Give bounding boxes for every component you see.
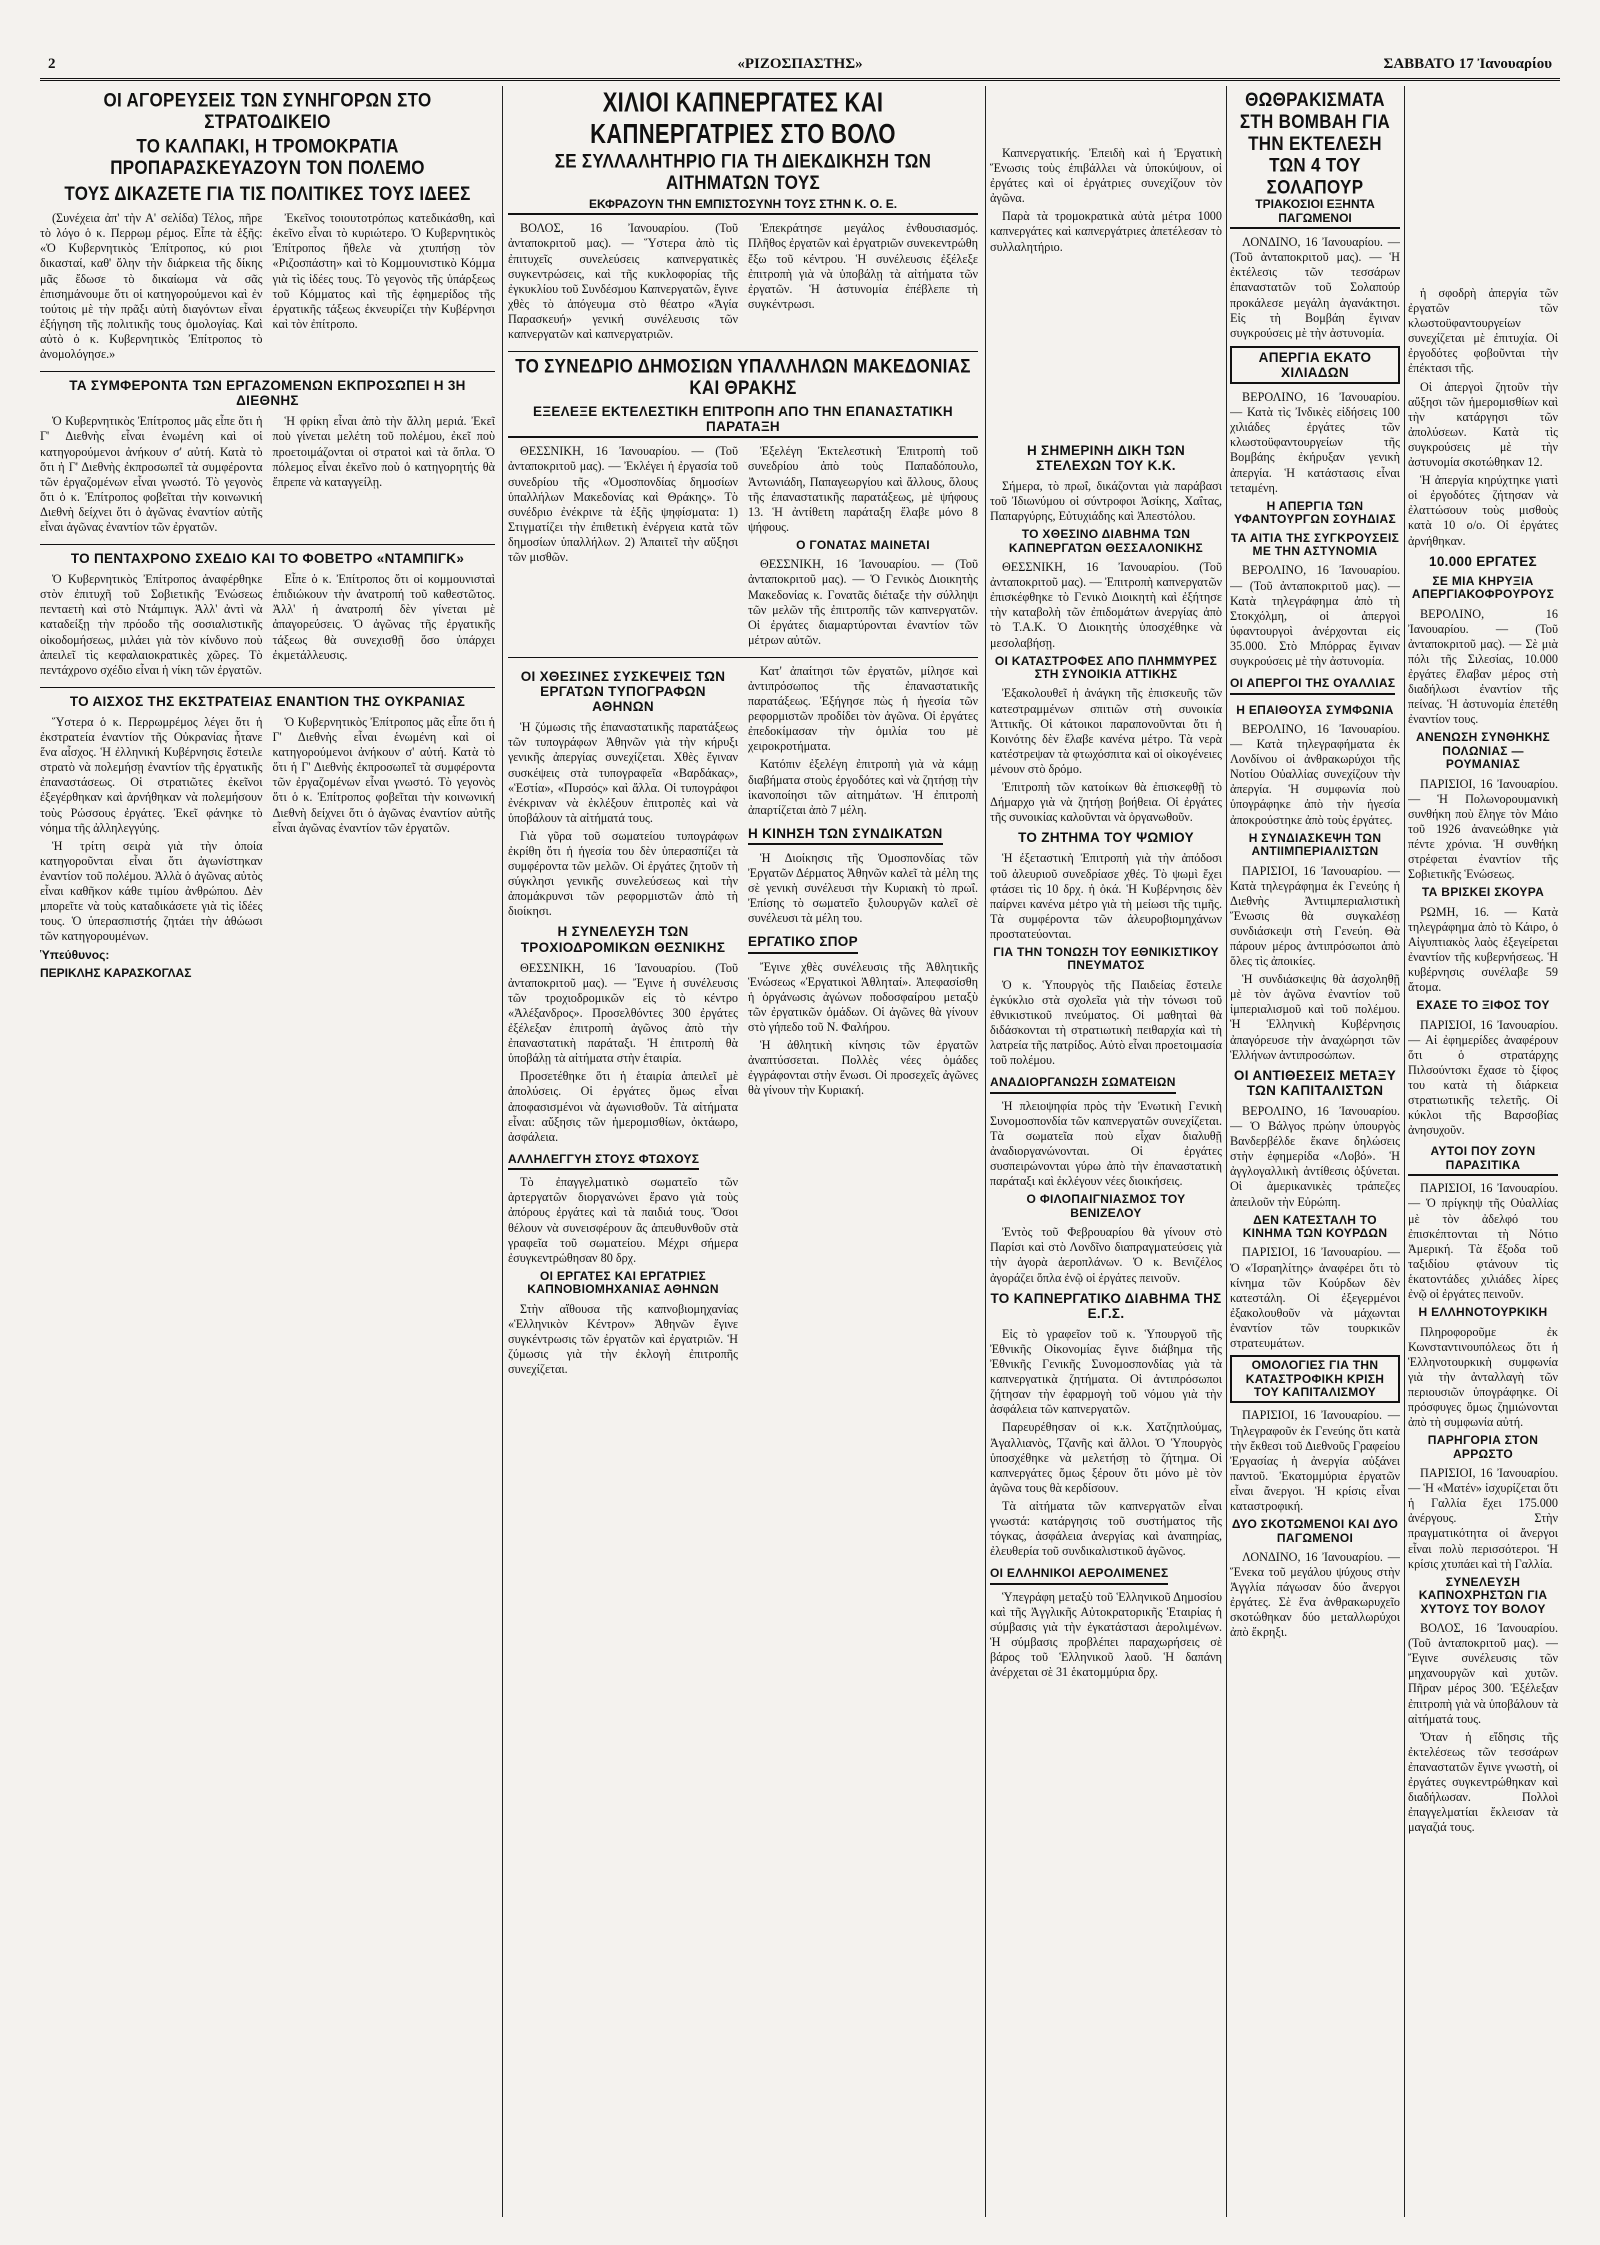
responsible-label: Ὑπεύθυνος: (40, 948, 110, 963)
headline-tobacco-demarche: ΤΟ ΚΑΠΝΕΡΓΑΤΙΚΟ ΔΙΑΒΗΜΑ ΤΗΣ Ε.Γ.Σ. (990, 1290, 1222, 1321)
article-paragraph: ΠΑΡΙΣΙΟΙ, 16 Ἰανουαρίου. — Ἡ «Ματέν» ἰσχυρίζεται ὅτι ἡ Γαλλία ἔχει 175.000 ἀνέργους. Στὴν πραγματικότητα οἱ ἄνεργοι εἶναι πολὺ περισσότεροι. Ἡ κρίσις χτυπάει καὶ τὴ Γαλλία. (1408, 1466, 1558, 1571)
article-paragraph: Ὅταν ἡ εἴδησις τῆς ἐκτελέσεως τῶν τεσσάρων ἐπαναστατῶν ἔγινε γνωστὴ, οἱ ἐργάτες συγκεντρώθηκαν καὶ διαδήλωσαν. Πολλοὶ ἐπαγγελματίαι ἔκλεισαν τὰ μαγαζιά τους. (1408, 1729, 1558, 1835)
article-paragraph: ΠΑΡΙΣΙΟΙ, 16 Ἰανουαρίου. — Κατὰ τηλεγράφημα ἐκ Γενεύης ἡ Διεθνὴς Ἀντιιμπεριαλιστικὴ Ἕνωσις θὰ συγκαλέσῃ συνδιάσκεψι στὴ Γενεύη. Θὰ πάρουν μέρος ἀντιπρόσωποι ἀπὸ ὅλες τὶς ἀποικίες. (1230, 863, 1400, 969)
article-paragraph: ΒΕΡΟΛΙΝΟ, 16 Ἰανουαρίου. — Ὁ Βάλγος πρώην ὑπουργὸς Βανδερβέλδε ἔκανε δηλώσεις στὴν ἐφημερίδα «Λοβό». Ἡ ἀγγλογαλλικὴ ἀντίθεσις ὀξύνεται. Οἱ ἀμερικανικὲς τράπεζες ἀπειλοῦν τὴν Εὐρώπη. (1230, 1103, 1400, 1209)
two-col-block (40, 211, 495, 365)
article-paragraph: Στὴν αἴθουσα τῆς καπνοβιομηχανίας «Ἑλληνικὸν Κέντρον» Ἀθηνῶν ἔγινε συγκέντρωσις τῶν ἐργατῶν καὶ ἐργατριῶν. Ἡ ζύμωσις γιὰ τὴν ἐκλογὴ ἐπιτροπῆς συνεχίζεται. (508, 1301, 738, 1377)
article-paragraph: Ἡ φρίκη εἶναι ἀπὸ τὴν ἄλλη μεριά. Ἐκεῖ ποὺ γίνεται μελέτη τοῦ πολέμου, ἐκεῖ ποὺ προετοιμάζονται οἱ στρατοὶ καὶ τὰ ὅπλα. Ὁ πόλεμος εἶναι ἐκεῖνο ποὺ ὁ κατηγορητής θὰ ἔπρεπε νὰ καταγγείλῃ. (272, 414, 495, 489)
headline-trial-1: ΟΙ ΑΓΟΡΕΥΣΕΙΣ ΤΩΝ ΣΥΝΗΓΟΡΩΝ ΣΤΟ ΣΤΡΑΤΟΔΙΚΕΙΟ (103, 89, 432, 133)
column-3 (990, 86, 1222, 2217)
article-paragraph: ΒΕΡΟΛΙΝΟ, 16 Ἰανουαρίου. — Κατὰ τὶς Ἰνδικὲς εἰδήσεις 100 χιλιάδες ἐργάτες τῶν κλωστοϋφαντουργείων τῆς Βομβάης ἐκήρυξαν γενικὴ ἀπεργία. Ἡ κατάστασις εἶναι τεταμένη. (1230, 390, 1400, 495)
article-paragraph: Ἐπιτροπὴ τῶν κατοίκων θὰ ἐπισκεφθῇ τὸ Δήμαρχο γιὰ νὰ ζητήσῃ βοήθεια. Οἱ ἐργάτες τῆς συνοικίας καλοῦνται νὰ ὀργανωθοῦν. (990, 780, 1222, 825)
headline-airports: ΟΙ ΕΛΛΗΝΙΚΟΙ ΑΕΡΟΛΙΜΕΝΕΣ (990, 1567, 1168, 1584)
column-5 (1408, 86, 1558, 2217)
headline-lost-sword: ΕΧΑΣΕ ΤΟ ΞΙΦΟΣ ΤΟΥ (1416, 998, 1550, 1013)
article-paragraph: ΠΑΡΙΣΙΟΙ, 16 Ἰανουαρίου. — Ὁ «Ἰσραηλίτης» ἀναφέρει ὅτι τὸ κίνημα τῶν Κούρδων δὲν κατεστάλη. Οἱ ἐξεγερμένοι ἐξακολουθοῦν νὰ μάχωνται ἐναντίον τῶν τουρκικῶν στρατευμάτων. (1230, 1245, 1400, 1351)
article-paragraph: Ἐκεῖνος τοιουτοτρόπως κατεδικάσθη, καὶ ἐκεῖνο εἶναι τὸ κυριώτερο. Ὁ Κυβερνητικὸς Ἐπίτροπος ἤθελε νὰ χτυπήσῃ τὸν «Ριζοσπάστη» καὶ τὸ Κομμουνιστικὸ Κόμμα γιὰ τὶς ἰδέες τους. Τὸ γεγονὸς τῆς ὑπάρξεως τοῦ Κόμματος καὶ τῆς ἐφημερίδος τῆς ἐργατικῆς τάξεως ἐκνευρίζει τὴν Κυβέρνησι καὶ τὸν ἐπίτροπο. (272, 211, 495, 331)
headline-anti-imperialists: Η ΣΥΝΔΙΑΣΚΕΨΗ ΤΩΝ ΑΝΤΙΙΜΠΕΡΙΑΛΙΣΤΩΝ (1248, 830, 1382, 859)
headline-gonatas: Ο ΓΟΝΑΤΑΣ ΜΑΙΝΕΤΑΙ (796, 537, 930, 552)
article-paragraph: Τὰ αἰτήματα τῶν καπνεργατῶν εἶναι γνωστά: κατάργησις τοῦ συστήματος τῆς τόγκας, ἀσφάλεια ἀνεργίας καὶ ἀναπηρίας, ἐλευθερία τοῦ συνδικαλιστικοῦ ἀγῶνος. (990, 1498, 1222, 1559)
article-paragraph: ΒΟΛΟΣ, 16 Ἰανουαρίου. (Τοῦ ἀνταποκριτοῦ μας). — Ὕστερα ἀπὸ τὶς ἐπιτυχεῖς συνελεύσεις καπνεργατικὲς συγκεντρώσεις, καὶ τῆς κυκλοφορίας τῆς ἐγκυκλίου τοῦ Συνδέσμου Καπνεργατῶν, ἔγινε χθὲς τὸ ἀπόγευμα στὸ θέατρο «Ἀγία Παρασκευή» γενική συνέλευσις τῶν καπνεργατῶν καὶ καπνεργατριῶν. (508, 221, 738, 341)
article-paragraph: Ἡ πλειοψηφία πρὸς τὴν Ἐνωτικὴ Γενικὴ Συνομοσπονδία τῶν καπνεργατῶν συνεχίζεται. Τὰ σωματεῖα ποὺ εἶχαν διαλυθῇ ἀναδιοργανώνονται. Οἱ ἐργάτες συσπειρώνονται γύρω ἀπὸ τὴν ἐπαναστατικὴ παράταξι καὶ ἐκλέγουν νέες διοικήσεις. (990, 1098, 1222, 1189)
column-1 (40, 86, 495, 2217)
headline-typographers: ΟΙ ΧΘΕΣΙΝΕΣ ΣΥΣΚΕΨΕΙΣ ΤΩΝ ΕΡΓΑΤΩΝ ΤΥΠΟΓΡΑΦΩΝ ΑΘΗΝΩΝ (520, 668, 726, 715)
article-paragraph: Εἰς τὸ γραφεῖον τοῦ κ. Ὑπουργοῦ τῆς Ἐθνικῆς Οἰκονομίας ἔγινε διάβημα τῆς Ἐθνικῆς Γενικῆς Συνομοσπονδίας γιὰ τὰ καπνεργατικὰ ζητήματα. Οἱ ἀντιπρόσωποι ζήτησαν τὴν ἐφαρμογὴ τοῦ νόμου γιὰ τὴν ἀσφάλεια τῶν καπνεργατῶν. (990, 1326, 1222, 1417)
article-paragraph: Ἡ ἐξεταστικὴ Ἐπιτροπὴ γιὰ τὴν ἀπόδοσι τοῦ ἀλευριοῦ συνεδρίασε χθές. Τὸ ψωμὶ ἔχει φτάσει τὶς 10 δρχ. ἡ ὀκά. Ἡ Κυβέρνησις δὲν παίρνει κανένα μέτρο γιὰ τὴ μείωσι τῆς τιμῆς. Τὰ συμφέροντα τῶν ἀλευροβιομηχάνων προστατεύονται. (990, 851, 1222, 941)
article-paragraph: Ἡ Διοίκησις τῆς Ὁμοσπονδίας τῶν Ἐργατῶν Δέρματος Ἀθηνῶν καλεῖ τὰ μέλη της σὲ γενικὴ συνέλευσι τὴν Κυριακὴ τὸ πρωΐ. Ἐπίσης τὸ σωματεῖο ξυλουργῶν καλεῖ σὲ συνέλευσι τὰ μέλη του. (748, 850, 978, 926)
subheadline-volos: ΕΚΦΡΑΖΟΥΝ ΤΗΝ ΕΜΠΙΣΤΟΣΥΝΗ ΤΟΥΣ ΣΤΗΝ Κ. Ο. Ε. (508, 197, 978, 215)
headline-volos-assembly: ΣΥΝΕΛΕΥΣΗ ΚΑΠΝΟΧΡΗΣΤΩΝ ΓΙΑ ΧΥΤΟΥΣ ΤΟΥ ΒΟΛΟΥ (1418, 1574, 1548, 1616)
headline-thessaloniki-tobacco: ΤΟ ΧΘΕΣΙΝΟ ΔΙΑΒΗΜΑ ΤΩΝ ΚΑΠΝΕΡΓΑΤΩΝ ΘΕΣΣΑΛΟΝΙΚΗΣ (1008, 527, 1204, 555)
headline-tobacco-industry: ΟΙ ΕΡΓΑΤΕΣ ΚΑΙ ΕΡΓΑΤΡΙΕΣ ΚΑΠΝΟΒΙΟΜΗΧΑΝΙΑΣ ΑΘΗΝΩΝ (527, 1268, 719, 1297)
article-paragraph: Πληροφοροῦμε ἐκ Κωνσταντινουπόλεως ὅτι ἡ Ἑλληνοτουρκικὴ συμφωνία γιὰ τὴν ἀνταλλαγὴ τῶν περιουσιῶν ὑπογράφηκε. Οἱ πρόσφυγες ὅμως ζημιώνονται ἀπὸ τὴ συμφωνία αὐτή. (1408, 1324, 1558, 1430)
headline-volos-2: ΣΕ ΣΥΛΛΑΛΗΤΗΡΙΟ ΓΙΑ ΤΗ ΔΙΕΚΔΙΚΗΣΗ ΤΩΝ ΑΙΤΗΜΑΤΩΝ ΤΟΥΣ (554, 150, 932, 195)
headline-trial-3: ΤΟΥΣ ΔΙΚΑΖΕΤΕ ΓΙΑ ΤΙΣ ΠΟΛΙΤΙΚΕΣ ΤΟΥΣ ΙΔΕΕΣ (64, 182, 471, 205)
headline-hundred-thousand-strike: ΑΠΕΡΓΙΑ ΕΚΑΤΟ ΧΙΛΙΑΔΩΝ (1230, 346, 1400, 384)
article-paragraph: ΛΟΝΔΙΝΟ, 16 Ἰανουαρίου. — Ἕνεκα τοῦ μεγάλου ψύχους στὴν Ἀγγλία πάγωσαν δύο ἄνεργοι ἐργάτες. Σὲ ἕνα ἀνθρακωρυχεῖο σκοτώθηκαν δύο μεταλλωρύχοι ἀπὸ ἔκρηξι. (1230, 1549, 1400, 1640)
article-paragraph: ΠΑΡΙΣΙΟΙ, 16 Ἰανουαρίου. — Τηλεγραφοῦν ἐκ Γενεύης ὅτι κατὰ τὴν ἔκθεσι τοῦ Διεθνοῦς Γραφείου Ἐργασίας ἡ ἀνεργία αὐξάνει παντοῦ. Ἑκατομμύρια ἐργατῶν εἶναι ἄνεργοι. Ἡ κρίσις εἶναι καταστροφική. (1230, 1408, 1400, 1513)
article-paragraph: Προσετέθηκε ὅτι ἡ ἑταιρία ἀπειλεῖ μὲ ἀπολύσεις. Οἱ ἐργάτες ὅμως εἶναι ἀποφασισμένοι νὰ ἀγωνισθοῦν. Τὰ αἰτήματα εἶναι: αὔξησις τῶν ἡμερομισθίων, ὀκτάωρο, ἀσφάλεια. (508, 1069, 738, 1144)
article-paragraph: Τὸ ἐπαγγελματικὸ σωματεῖο τῶν ἀρτεργατῶν διοργανώνει ἔρανο γιὰ τοὺς ἀπόρους ἐργάτες καὶ τὰ παιδιά τους. Ὅσοι θέλουν νὰ συνεισφέρουν ἂς ἀπευθυνθοῦν στὰ γραφεῖα τοῦ σωματείου. Μέχρι σήμερα ἐσυγκεντρώθησαν 80 δρχ. (508, 1175, 738, 1265)
headline-consolation: ΠΑΡΗΓΟΡΙΑ ΣΤΟΝ ΑΡΡΩΣΤΟ (1427, 1433, 1539, 1461)
article-paragraph: Ὑπεγράφη μεταξὺ τοῦ Ἑλληνικοῦ Δημοσίου καὶ τῆς Ἀγγλικῆς Αὐτοκρατορικῆς Ἑταιρίας ἡ σύμβασις γιὰ τὴν ἐγκατάστασι ἀερολιμένων. Ἡ σύμβασις προβλέπει παραχωρήσεις σὲ βάρος τοῦ Ἑλληνικοῦ λαοῦ. Ἡ δαπάνη ἀνέρχεται σὲ 31 ἑκατομμύρια δρχ. (990, 1589, 1222, 1680)
headline-greco-turkish: Η ΕΛΛΗΝΟΤΟΥΡΚΙΚΗ (1418, 1305, 1548, 1320)
article-paragraph: Ἡ ἀπεργία κηρύχτηκε γιατὶ οἱ ἐργοδότες ζήτησαν νὰ ἐλαττώσουν τοὺς μισθοὺς κατὰ 10 ο/ο. Οἱ ἐργάτες ἀρνήθηκαν. (1408, 473, 1558, 548)
article-paragraph: Ἡ ἀθλητικὴ κίνησις τῶν ἐργατῶν ἀναπτύσσεται. Πολλὲς νέες ὁμάδες ἐγγράφονται στὴν ἕνωσι. Οἱ προσεχεῖς ἀγῶνες θὰ γίνουν τὴν Κυριακή. (748, 1038, 978, 1098)
column-4 (1230, 86, 1400, 2217)
article-paragraph: Κατ' ἀπαίτησι τῶν ἐργατῶν, μίλησε καὶ ἀντιπρόσωπος τῆς ἐπαναστατικῆς παρατάξεως. Ἐξήγησε πὼς ἡ ἡγεσία τῶν ρεφορμιστῶν προδίδει τὸν ἀγῶνα. Οἱ ἐργάτες ἐπεδοκίμασαν τὴν ὁμιλία του μὲ χειροκροτήματα. (748, 663, 978, 754)
headline-parasites: ΑΥΤΟΙ ΠΟΥ ΖΟΥΝ ΠΑΡΑΣΙΤΙΚΑ (1408, 1145, 1558, 1176)
article-paragraph: ΡΩΜΗ, 16. — Κατὰ τηλεγράφημα ἀπὸ τὸ Κάιρο, ὁ Αἰγυπτιακὸς λαὸς ἐξεγείρεται ἐναντίον τῆς κυβερνήσεως. Ἡ κυβέρνησις συνέλαβε 59 ἄτομα. (1408, 904, 1558, 995)
article-paragraph: Ἐξελέγη Ἐκτελεστικὴ Ἐπιτροπὴ τοῦ συνεδρίου ἀπὸ τοὺς Παπαδόπουλο, Ἀντωνιάδη, Παπαγεωργίου καὶ ἄλλους, ὅλους τῆς ἐπαναστατικῆς παρατάξεως, μὲ ψήφους 13. Ἡ ἀντίθετη παράταξη ἔλαβε μόνο 8 ψήφους. (748, 444, 978, 534)
article-paragraph: (Συνέχεια ἀπ' τὴν Α' σελίδα) Τέλος, πῆρε τὸ λόγο ὁ κ. Περρωμ ρέμος. Εἶπε τὰ ἑξῆς: «Ὁ Κυβερνητικὸς Ἐπίτροπος, κύ ριοι δικασταί, καθ' ὅλην τὴν διάρκεια τῆς δίκης μᾶς ἔδωσε τὸ δικαίωμα νὰ σᾶς ἐπισημάνουμε ὅτι οἱ κατηγορούμενοι καὶ ἐν τούτοις μὲ τὴν πρᾶξι αὐτὴ διαγόντων εἶναι ἐξήγηση τῆς πολιτικῆς τους ὁμολογίας. Καὶ αὐτὸ ὁ κ. Κυβερνητικὸς Ἐπίτροπος τὸ ἀνομολόγησε.» (40, 211, 263, 361)
article-paragraph: Παρὰ τὰ τρομοκρατικὰ αὐτὰ μέτρα 1000 καπνεργάτες καὶ καπνεργάτριες ἀπετέλεσαν τὸ συλλαλητήριο. (990, 209, 1222, 254)
article-paragraph: ΒΕΡΟΛΙΝΟ, 16 Ἰανουαρίου. — (Τοῦ ἀνταποκριτοῦ μας). — Κατὰ τηλεγράφημα ἀπὸ τὴ Στοκχόλμη, οἱ ἀπεργοὶ ὑφαντουργοὶ ἀνέρχονται εἰς 35.000. Στὸ Μπόρρας ἔγιναν συγκρούσεις μὲ τὴν ἀστυνομία. (1230, 563, 1400, 668)
article-paragraph: ΠΑΡΙΣΙΟΙ, 16 Ἰανουαρίου. — Ὁ πρίγκηψ τῆς Οὐαλλίας μὲ τὸν ἀδελφό του ἐπισκέπτονται τὴ Νότιο Ἀμερική. Τὰ ἔξοδα τοῦ ταξιδίου φτάνουν τὶς ἑκατοντάδες χιλιάδες λίρες ἐνῷ οἱ ἐργάτες πεινοῦν. (1408, 1181, 1558, 1302)
article-paragraph: Ἡ συνδιάσκεψις θὰ ἀσχοληθῇ μὲ τὸν ἀγῶνα ἐναντίον τοῦ ἰμπεριαλισμοῦ καὶ τοῦ πολέμου. Ἡ Ἑλληνικὴ Κυβέρνησις ἀπαγόρευσε τὴν ἀναχώρησι τῶν Ἑλλήνων ἀντιπροσώπων. (1230, 972, 1400, 1062)
article-paragraph: ΒΕΡΟΛΙΝΟ, 16 Ἰανουαρίου. — Κατὰ τηλεγραφήματα ἐκ Λονδίνου οἱ ἀνθρακωρύχοι τῆς Νοτίου Οὐαλλίας συνεχίζουν τὴν ἀπεργία. Ἡ συμφωνία ποὺ ὑπογράφηκε ἀπὸ τὴν ἡγεσία ἀποκρούστηκε ἀπὸ τοὺς ἐργάτες. (1230, 721, 1400, 827)
article-paragraph: Ἐντὸς τοῦ Φεβρουαρίου θὰ γίνουν στὸ Παρίσι καὶ στὸ Λονδῖνο διαπραγματεύσεις γιὰ τὴν ἀγορὰ ἀεροπλάνων. Ὁ κ. Βενιζέλος ἀγοράζει ὅπλα ἐνῷ οἱ ἐργάτες πεινοῦν. (990, 1225, 1222, 1285)
article-paragraph: ΘΕΣΣΝΙΚΗ, 16 Ἰανουαρίου. (Τοῦ ἀνταποκριτοῦ μας). — Ἐπιτροπὴ καπνεργατῶν ἐπισκέφθηκε τὸ Γενικὸ Διοικητὴ καὶ ἐξήτησε τὴν καταβολὴ τῶν ἐπιδομάτων ἀνεργίας ἀπὸ τὸ Τ.Α.Κ. Ὁ Διοικητὴς ὑποσχέθηκε νὰ μεσολαβήσῃ. (990, 560, 1222, 650)
headline-police-clashes: ΤΑ ΑΙΤΙΑ ΤΗΣ ΣΥΓΚΡΟΥΣΕΙΣ ΜΕ ΤΗΝ ΑΣΤΥΝΟΜΙΑ (1230, 530, 1400, 558)
headline-congress-2: ΕΞΕΛΕΞΕ ΕΚΤΕΛΕΣΤΙΚΗ ΕΠΙΤΡΟΠΗ ΑΠΟ ΤΗΝ ΕΠΑΝΑΣΤΑΤΙΚΗ ΠΑΡΑΤΑΞΗ (508, 404, 978, 438)
article-paragraph: ΘΕΣΣΝΙΚΗ, 16 Ἰανουαρίου. (Τοῦ ἀνταποκριτοῦ μας). — Ἔγινε ἡ συνέλευσις τῶν τροχιοδρομικῶν εἰς τὸ κέντρο «Ἀλέξανδρος». Προσελθόντες 300 ἐργάτες ἐξέλεξαν ἐπιτροπὴ ἀγῶνος ἀπὸ τὴν ἐπαναστατικὴ παράταξι. Ἡ ἐπιτροπὴ θὰ ὑποβάλῃ τὰ αἰτήματα στὴν ἑταιρία. (508, 960, 738, 1066)
article-paragraph: Ὁ Κυβερνητικὸς Ἐπίτροπος μᾶς εἶπε ὅτι ἡ Γ' Διεθνὴς εἶναι ἑνωμένη καὶ οἱ κατηγορούμενοι ἀνήκουν σ' αὐτή. Κατὰ τὸ ὅτι ἡ Γ' Διεθνὴς ἐκπροσωπεῖ τὰ συμφέροντα τῶν ἐργαζομένων εἶναι γνωστό. Τὸ γεγονὸς ὅτι ὁ κ. Ἐπίτροπος φοβεῖται τὴν κοινωνική Διεθνὴ δείχνει ὅτι ὁ ἀγῶνας ἐναντίον αὐτῆς εἶναι ἀγῶνας ἐναντίον τῶν ἐργατῶν. (272, 714, 495, 835)
article-paragraph: ΠΑΡΙΣΙΟΙ, 16 Ἰανουαρίου. — Ἡ Πολωνορουμανικὴ συνθήκη ποὺ ἔληγε τὸν Μάιο τοῦ 1926 ἀνανεώθηκε γιὰ πέντε χρόνια. Ἡ συνθήκη στρέφεται ἐναντίον τῆς Σοβιετικῆς Ἑνώσεως. (1408, 776, 1558, 882)
headline-bread: ΤΟ ΖΗΤΗΜΑ ΤΟΥ ΨΩΜΙΟΥ (1018, 830, 1194, 846)
headline-volos-1: ΧΙΛΙΟΙ ΚΑΠΝΕΡΓΑΤΕΣ ΚΑΙ ΚΑΠΝΕΡΓΑΤΡΙΕΣ ΣΤΟ ΒΟΛΟ (590, 86, 896, 149)
headline-tram-workers: Η ΣΥΝΕΛΕΥΣΗ ΤΩΝ ΤΡΟΧΙΟΔΡΟΜΙΚΩΝ ΘΕΣΝΙΚΗΣ (520, 924, 726, 955)
article-paragraph: Εἶπε ὁ κ. Ἐπίτροπος ὅτι οἱ κομμουνισταὶ ἐπιδιώκουν τὴν ἀνατροπή τοῦ καθεστῶτος. Ἀλλ' ἡ ἀνατροπή δὲν γίνεται μὲ ἀπαγορεύσεις. Ὁ ἀγῶνας τῆς ἐργατικῆς τάξεως θὰ συνεχισθῇ ὅσο ὑπάρχει ἐκμετάλλευσις. (272, 572, 495, 662)
article-paragraph: Ἐπεκράτησε μεγάλος ἐνθουσιασμός. Πλῆθος ἐργατῶν καὶ ἐργατριῶν συνεκεντρώθη ἔξω τοῦ κέντρου. Ἡ συνέλευσις ἐξέλεξε ἐπιτροπὴ γιὰ νὰ ὑποβάλῃ τὰ αἰτήματα τῶν ἐργατῶν. Ἡ ἀστυνομία ἐπέβλεπε τὴ συγκέντρωσι. (748, 221, 978, 311)
headline-capitalist-contradictions: ΟΙ ΑΝΤΙΘΕΣΕΙΣ ΜΕΤΑΞΥ ΤΩΝ ΚΑΠΙΤΑΛΙΣΤΩΝ (1233, 1067, 1397, 1098)
subheadline-frozen: ΤΡΙΑΚΟΣΙΟΙ ΕΞΗΝΤΑ ΠΑΓΩΜΕΝΟΙ (1230, 197, 1400, 229)
article-paragraph: ἡ σφοδρὴ ἀπεργία τῶν ἐργατῶν τῶν κλωστοϋφαντουργείων συνεχίζεται μὲ ἐπιτυχία. Οἱ ἐργοδότες φοβοῦνται τὴν ἐπέκτασι τῆς. (1408, 286, 1558, 376)
headline-attica-floods: ΟΙ ΚΑΤΑΣΤΡΟΦΕΣ ΑΠΟ ΠΛΗΜΜΥΡΕΣ ΣΤΗ ΣΥΝΟΙΚΙΑ ΑΤΤΙΚΗΣ (994, 653, 1218, 682)
headline-third-international: ΤΑ ΣΥΜΦΕΡΟΝΤΑ ΤΩΝ ΕΡΓΑΖΟΜΕΝΩΝ ΕΚΠΡΟΣΩΠΕΙ Η 3Η ΔΙΕΘΝΗΣ (69, 378, 466, 409)
headline-nationalist-spirit: ΓΙΑ ΤΗΝ ΤΟΝΩΣΗ ΤΟΥ ΕΘΝΙΚΙΣΤΙΚΟΥ ΠΝΕΥΜΑΤΟΣ (993, 944, 1219, 973)
article-paragraph: Ὁ Κυβερνητικὸς Ἐπίτροπος ἀναφέρθηκε στὸν ἐπιτυχῆ τοῦ Σοβιετικῆς Ἐνώσεως πενταετὴ καὶ στὸ Ντάμπιγκ. Ἀλλ' ἀντὶ νὰ καταδείξῃ τὴν πρόοδο τῆς σοσιαλιστικῆς οἰκοδομήσεως, μιλάει γιὰ τὸν κίνδυνο ποὺ ἀπειλεῖ τὶς κεφαλαιοκρατικὲς χῶρες. Τὸ πεντάχρονο σχέδιο εἶναι ἡ νίκη τῶν ἐργατῶν. (40, 572, 263, 677)
article-paragraph: Οἱ ἀπεργοὶ ζητοῦν τὴν αὔξησι τῶν ἡμερομισθίων καὶ τὴν κατάργησι τῶν ἀπολύσεων. Κατὰ τὶς συγκρούσεις μὲ τὴν ἀστυνομία σκοτώθηκαν 12. (1408, 379, 1558, 470)
headline-reorganization: ΑΝΑΔΙΟΡΓΑΝΩΣΗ ΣΩΜΑΤΕΙΩΝ (990, 1076, 1176, 1093)
article-paragraph: ΒΟΛΟΣ, 16 Ἰανουαρίου. (Τοῦ ἀνταποκριτοῦ μας). — Ἔγινε συνέλευσις τῶν μηχανουργῶν καὶ χυτῶν. Πῆραν μέρος 300. Ἐξέλεξαν ἐπιτροπὴ γιὰ νὰ ὑποβάλουν τὰ αἰτήματά τους. (1408, 1621, 1558, 1726)
headline-five-year-plan: ΤΟ ΠΕΝΤΑΧΡΟΝΟ ΣΧΕΔΙΟ ΚΑΙ ΤΟ ΦΟΒΕΤΡΟ «ΝΤΑΜΠΙΓΚ» (70, 551, 465, 567)
subheadline-strike-guards: ΣΕ ΜΙΑ ΚΗΡΥΞΙΑ ΑΠΕΡΓΙΑΚΟΦΡΟΥΡΟΥΣ (1411, 573, 1555, 602)
article-paragraph: ΒΕΡΟΛΙΝΟ, 16 Ἰανουαρίου. — (Τοῦ ἀνταποκριτοῦ μας). — Σὲ μιὰ πόλι τῆς Σιλεσίας, 10.000 ἐργάτες ἔλαβαν μέρος στὴ διαδήλωσι ἐναντίον τῆς πείνας. Ἡ ἀστυνομία ἐπετέθη ἐναντίον τους. (1408, 606, 1558, 727)
headline-two-dead: ΔΥΟ ΣΚΟΤΩΜΕΝΟΙ ΚΑΙ ΔΥΟ ΠΑΓΩΜΕΝΟΙ (1231, 1517, 1399, 1545)
masthead (40, 52, 1560, 81)
article-paragraph: Ἐξακολουθεῖ ἡ ἀνάγκη τῆς ἐπισκευῆς τῶν κατεστραμμένων σπιτιῶν στὴ συνοικία Ἀττικῆς. Οἱ κάτοικοι παραπονοῦνται ὅτι ἡ Κοινότης δὲν ἔλαβε κανένα μέτρο. Τὰ νερὰ κατέστρεψαν τὰ φτωχόσπιτα καὶ οἱ οἰκογένειες μένουν στὸ δρόμο. (990, 686, 1222, 776)
headline-dark-times: ΤΑ ΒΡΙΣΚΕΙ ΣΚΟΥΡΑ (1421, 885, 1545, 900)
headline-ten-thousand-workers: 10.000 ΕΡΓΑΤΕΣ (1429, 553, 1537, 569)
headline-solidarity: ΑΛΛΗΛΕΓΓΥΗ ΣΤΟΥΣ ΦΤΩΧΟΥΣ (508, 1153, 699, 1170)
headline-todays-trial: Η ΣΗΜΕΡΙΝΗ ΔΙΚΗ ΤΩΝ ΣΤΕΛΕΧΩΝ ΤΟΥ Κ.Κ. (1026, 442, 1186, 473)
article-paragraph: ΘΕΣΣΝΙΚΗ, 16 Ἰανουαρίου. — (Τοῦ ἀνταποκριτοῦ μας). — Ὁ Γενικὸς Διοικητὴς Μακεδονίας κ. Γονατᾶς διέταξε τὴν σύλληψι τῶν μελῶν τῆς ἐπιτροπῆς τῶν καπνεργατῶν. Οἱ ἐργάτες διαμαρτύρονται ἐναντίον τῶν μέτρων αὐτῶν. (748, 557, 978, 647)
headline-wales-strikers: ΟΙ ΑΠΕΡΓΟΙ ΤΗΣ ΟΥΑΛΛΙΑΣ (1230, 677, 1395, 694)
headline-trial-2: ΤΟ ΚΑΛΠΑΚΙ, Η ΤΡΟΜΟΚΡΑΤΙΑ ΠΡΟΠΑΡΑΣΚΕΥΑΖΟΥΝ ΤΟΝ ΠΟΛΕΜΟ (110, 135, 425, 179)
article-paragraph: Ὁ Κυβερνητικὸς Ἐπίτροπος μᾶς εἶπε ὅτι ἡ Γ' Διεθνὴς εἶναι ἑνωμένη καὶ οἱ κατηγορούμενοι ἀνήκουν σ' αὐτή. Κατὰ τὸ ὅτι ἡ Γ' Διεθνὴς ἐκπροσωπεῖ τὰ συμφέροντα τῶν ἐργαζομένων εἶναι γνωστό. Τὸ γεγονὸς ὅτι ὁ κ. Ἐπίτροπος φοβεῖται τὴν κοινωνική Διεθνὴ δείχνει ὅτι ὁ ἀγῶνας ἐναντίον αὐτῆς εἶναι ἀγῶνας ἐναντίον τῶν ἐργατῶν. (40, 414, 263, 534)
newspaper-name: «ΡΙΖΟΣΠΑΣΤΗΣ» (737, 56, 863, 72)
article-paragraph: ΠΑΡΙΣΙΟΙ, 16 Ἰανουαρίου. — Αἱ ἐφημερίδες ἀναφέρουν ὅτι ὁ στρατάρχης Πιλσούντσκι ἔχασε τὸ ξίφος του κατὰ τὴ διάρκεια στρατιωτικῆς τελετῆς. Οἱ κύκλοι τῆς Βαρσοβίας ἀνησυχοῦν. (1408, 1017, 1558, 1138)
article-paragraph: Καπνεργατικής. Ἐπειδὴ καὶ ἡ Ἐργατικὴ Ἕνωσις τοὺς ἐπιβάλλει νὰ ὑποκύψουν, οἱ ἐργάτες καὶ οἱ ἐργάτριες συνεχίζουν τὸν ἀγῶνα. (990, 146, 1222, 206)
page-number: 2 (48, 56, 56, 72)
article-paragraph: Σήμερα, τὸ πρωΐ, δικάζονται γιὰ παράβασι τοῦ Ἰδιωνύμου οἱ σύντροφοι Ἀσίκης, Χαΐτας, Παπαργύρης, Εὐτυχιάδης καὶ Ἀπεστόλου. (990, 478, 1222, 524)
article-paragraph: Παρευρέθησαν οἱ κ.κ. Χατζηπλούμας, Ἀγαλλιανὸς, Τζανῆς καὶ ἄλλοι. Ὁ Ὑπουργὸς ὑποσχέθηκε νὰ μελετήσῃ τὸ ζήτημα. Οἱ καπνεργάτες ὅμως ξέρουν ὅτι μόνο μὲ τὸν ἀγῶνα τους θὰ κερδίσουν. (990, 1420, 1222, 1495)
headline-weavers-strike: Η ΑΠΕΡΓΙΑ ΤΩΝ ΥΦΑΝΤΟΥΡΓΩΝ ΣΟΥΗΔΙΑΣ (1233, 498, 1397, 527)
headline-bombay: ΘΩΘΡΑΚΙΣΜΑΤΑ ΣΤΗ ΒΟΜΒΑΗ ΓΙΑ ΤΗΝ ΕΚΤΕΛΕΣΗ ΤΩΝ 4 ΤΟΥ ΣΟΛΑΠΟΥΡ (1239, 88, 1391, 199)
article-paragraph: Ἡ ζύμωσις τῆς ἐπαναστατικῆς παρατάξεως τῶν τυπογράφων Ἀθηνῶν γιὰ τὴν κήρυξι γενικῆς ἀπεργίας συνεχίζεται. Χθὲς ἔγιναν συσκέψεις στὰ τυπογραφεῖα «Βαρδάκας», «Ἑστία», «Πυρσός» καὶ ἄλλα. Οἱ τυπογράφοι ἐνέκριναν νὰ ἐκλέξουν ἐπιτροπὲς καὶ νὰ ὑποβάλουν τὰ αἰτήματά τους. (508, 720, 738, 825)
headline-ukraine: ΤΟ ΑΙΣΧΟΣ ΤΗΣ ΕΚΣΤΡΑΤΕΙΑΣ ΕΝΑΝΤΙΟΝ ΤΗΣ ΟΥΚΡΑΝΙΑΣ (69, 693, 466, 709)
headline-syndicates: Η ΚΙΝΗΣΗ ΤΩΝ ΣΥΝΔΙΚΑΤΩΝ (748, 826, 943, 845)
article-paragraph: Γιὰ γῦρα τοῦ σωματείου τυπογράφων ἐκρίθη ὅτι ἡ ἡγεσία του δὲν ὑπερασπίζει τὰ συμφέροντα τῶν μελῶν. Οἱ ἐργάτες ζητοῦν τὴ σύγκλησι γενικῆς συνελεύσεως καὶ τὴν ἀπομάκρυνσι τῶν ρεφορμιστῶν ἀπὸ τὴ διοίκησι. (508, 828, 738, 919)
article-paragraph: ΘΕΣΣΝΙΚΗ, 16 Ἰανουαρίου. — (Τοῦ ἀνταποκριτοῦ μας). — Ἐκλέγει ἡ ἐργασία τοῦ συνεδρίου τῆς «Ὁμοσπονδίας δημοσίων ὑπαλλήλων Μακεδονίας καὶ Θράκης». Τὸ συνέδριο ἐνέκρινε τὰ ἑξῆς ψηφίσματα: 1) Στιγματίζει τὴν ἐπιθετικὴ ἐνέργεια κατὰ τῶν δημοσίων ὑπαλλήλων. 2) Ἀπαιτεῖ τὴν αὔξησι τῶν μισθῶν. (508, 444, 738, 564)
column-2 (508, 86, 978, 2217)
article-paragraph: ΛΟΝΔΙΝΟ, 16 Ἰανουαρίου. — (Τοῦ ἀνταποκριτοῦ μας). — Ἡ ἐκτέλεσις τῶν τεσσάρων ἐπαναστατῶν τοῦ Σολαπούρ προκάλεσε μεγάλη ἀγανάκτησι. Εἰς τὴ Βομβάη ἔγιναν συγκρούσεις μὲ τὴν ἀστυνομία. (1230, 235, 1400, 340)
headline-capitalist-crisis: ΟΜΟΛΟΓΙΕΣ ΓΙΑ ΤΗΝ ΚΑΤΑΣΤΡΟΦΙΚΗ ΚΡΙΣΗ ΤΟΥ ΚΑΠΙΤΑΛΙΣΜΟΥ (1230, 1355, 1400, 1403)
headline-poland-romania: ΑΝΕΝΩΣΗ ΣΥΝΘΗΚΗΣ ΠΟΛΩΝΙΑΣ — ΡΟΥΜΑΝΙΑΣ (1415, 730, 1551, 772)
headline-venizelos: Ο ΦΙΛΟΠΑΙΓΝΙΑΣΜΟΣ ΤΟΥ ΒΕΝΙΖΕΛΟΥ (1026, 1192, 1186, 1220)
headline-kurds: ΔΕΝ ΚΑΤΕΣΤΑΛΗ ΤΟ ΚΙΝΗΜΑ ΤΩΝ ΚΟΥΡΔΩΝ (1242, 1212, 1388, 1241)
article-paragraph: Ἔγινε χθὲς συνέλευσις τῆς Ἀθλητικῆς Ἑνώσεως «Ἐργατικοὶ Ἀθληταί». Ἀπεφασίσθη ἡ ὀργάνωσις ἀγώνων ποδοσφαίρου μεταξὺ τῶν ἐργατικῶν ὁμάδων. Οἱ ἀγῶνες θὰ γίνουν στὸ γήπεδο τοῦ Ν. Φαλήρου. (748, 959, 978, 1034)
subheadline-agreement: Η ΕΠΑΙΘΟΥΣΑ ΣΥΜΦΩΝΙΑ (1236, 702, 1394, 717)
headline-workers-sport: ΕΡΓΑΤΙΚΟ ΣΠΟΡ (748, 934, 858, 953)
responsible-signature: ΠΕΡΙΚΛΗΣ ΚΑΡΑΣΚΟΓΛΑΣ (40, 966, 192, 981)
article-paragraph: Ἡ τρίτη σειρὰ γιὰ τὴν ὁποία κατηγοροῦνται εἶναι ὅτι ἀγωνίστηκαν ἐναντίον τοῦ πολέμου. Ἀλλὰ ὁ ἀγῶνας αὐτὸς εἶναι καθῆκον κάθε τιμίου ἀνθρώπου. Δὲν μπορεῖτε νὰ τοὺς καταδικάσετε γιὰ τὶς ἰδέες τους. Ὁ ὑπερασπιστής ζητάει τὴν ἀθώωσι τῶν κατηγορουμένων. (40, 838, 263, 944)
article-paragraph: Κατόπιν ἐξελέγη ἐπιτροπὴ γιὰ νὰ κάμῃ διαβήματα στοὺς ἐργοδότες καὶ νὰ ζητήσῃ τὴν ἱκανοποίησι τῶν αἰτημάτων. Ἡ ἐπιτροπὴ ἀπαρτίζεται ἀπὸ 7 μέλη. (748, 757, 978, 817)
article-paragraph: Ὁ κ. Ὑπουργὸς τῆς Παιδείας ἔστειλε ἐγκύκλιο στὰ σχολεῖα γιὰ τὴν τόνωσι τοῦ ἐθνικιστικοῦ πνεύματος. Οἱ μαθηταὶ θὰ διδάσκονται τὴ στρατιωτικὴ πειθαρχία καὶ τὴ λατρεία τῆς πατρίδος. Αὐτὸ εἶναι προετοιμασία τοῦ πολέμου. (990, 977, 1222, 1068)
headline-congress-1: ΤΟ ΣΥΝΕΔΡΙΟ ΔΗΜΟΣΙΩΝ ΥΠΑΛΛΗΛΩΝ ΜΑΚΕΔΟΝΙΑΣ ΚΑΙ ΘΡΑΚΗΣ (515, 355, 971, 399)
issue-date: ΣΑΒΒΑΤΟ 17 Ἰανουαρίου (1383, 56, 1552, 72)
article-paragraph: Ὕστερα ὁ κ. Περρωμρέμος λέγει ὅτι ἡ ἐκστρατεία ἐναντίον τῆς Οὐκρανίας ἦτανε ἕνα αἶσχος. Ἡ ἐλληνική Κυβέρνησις ἔστειλε στρατὸ νὰ πολεμήσῃ ἐναντίον τῆς ἐργατικῆς ἐπαναστάσεως. Οἱ στρατιῶτες ἐκεῖνοι ἐξεγέρθηκαν καὶ ἀρνήθηκαν νὰ πολεμήσουν τοὺς Ρώσσους ἐργάτες. Ἐκεῖ φάνηκε τὸ νόημα τῆς ἀλληλεγγύης. (40, 714, 263, 835)
